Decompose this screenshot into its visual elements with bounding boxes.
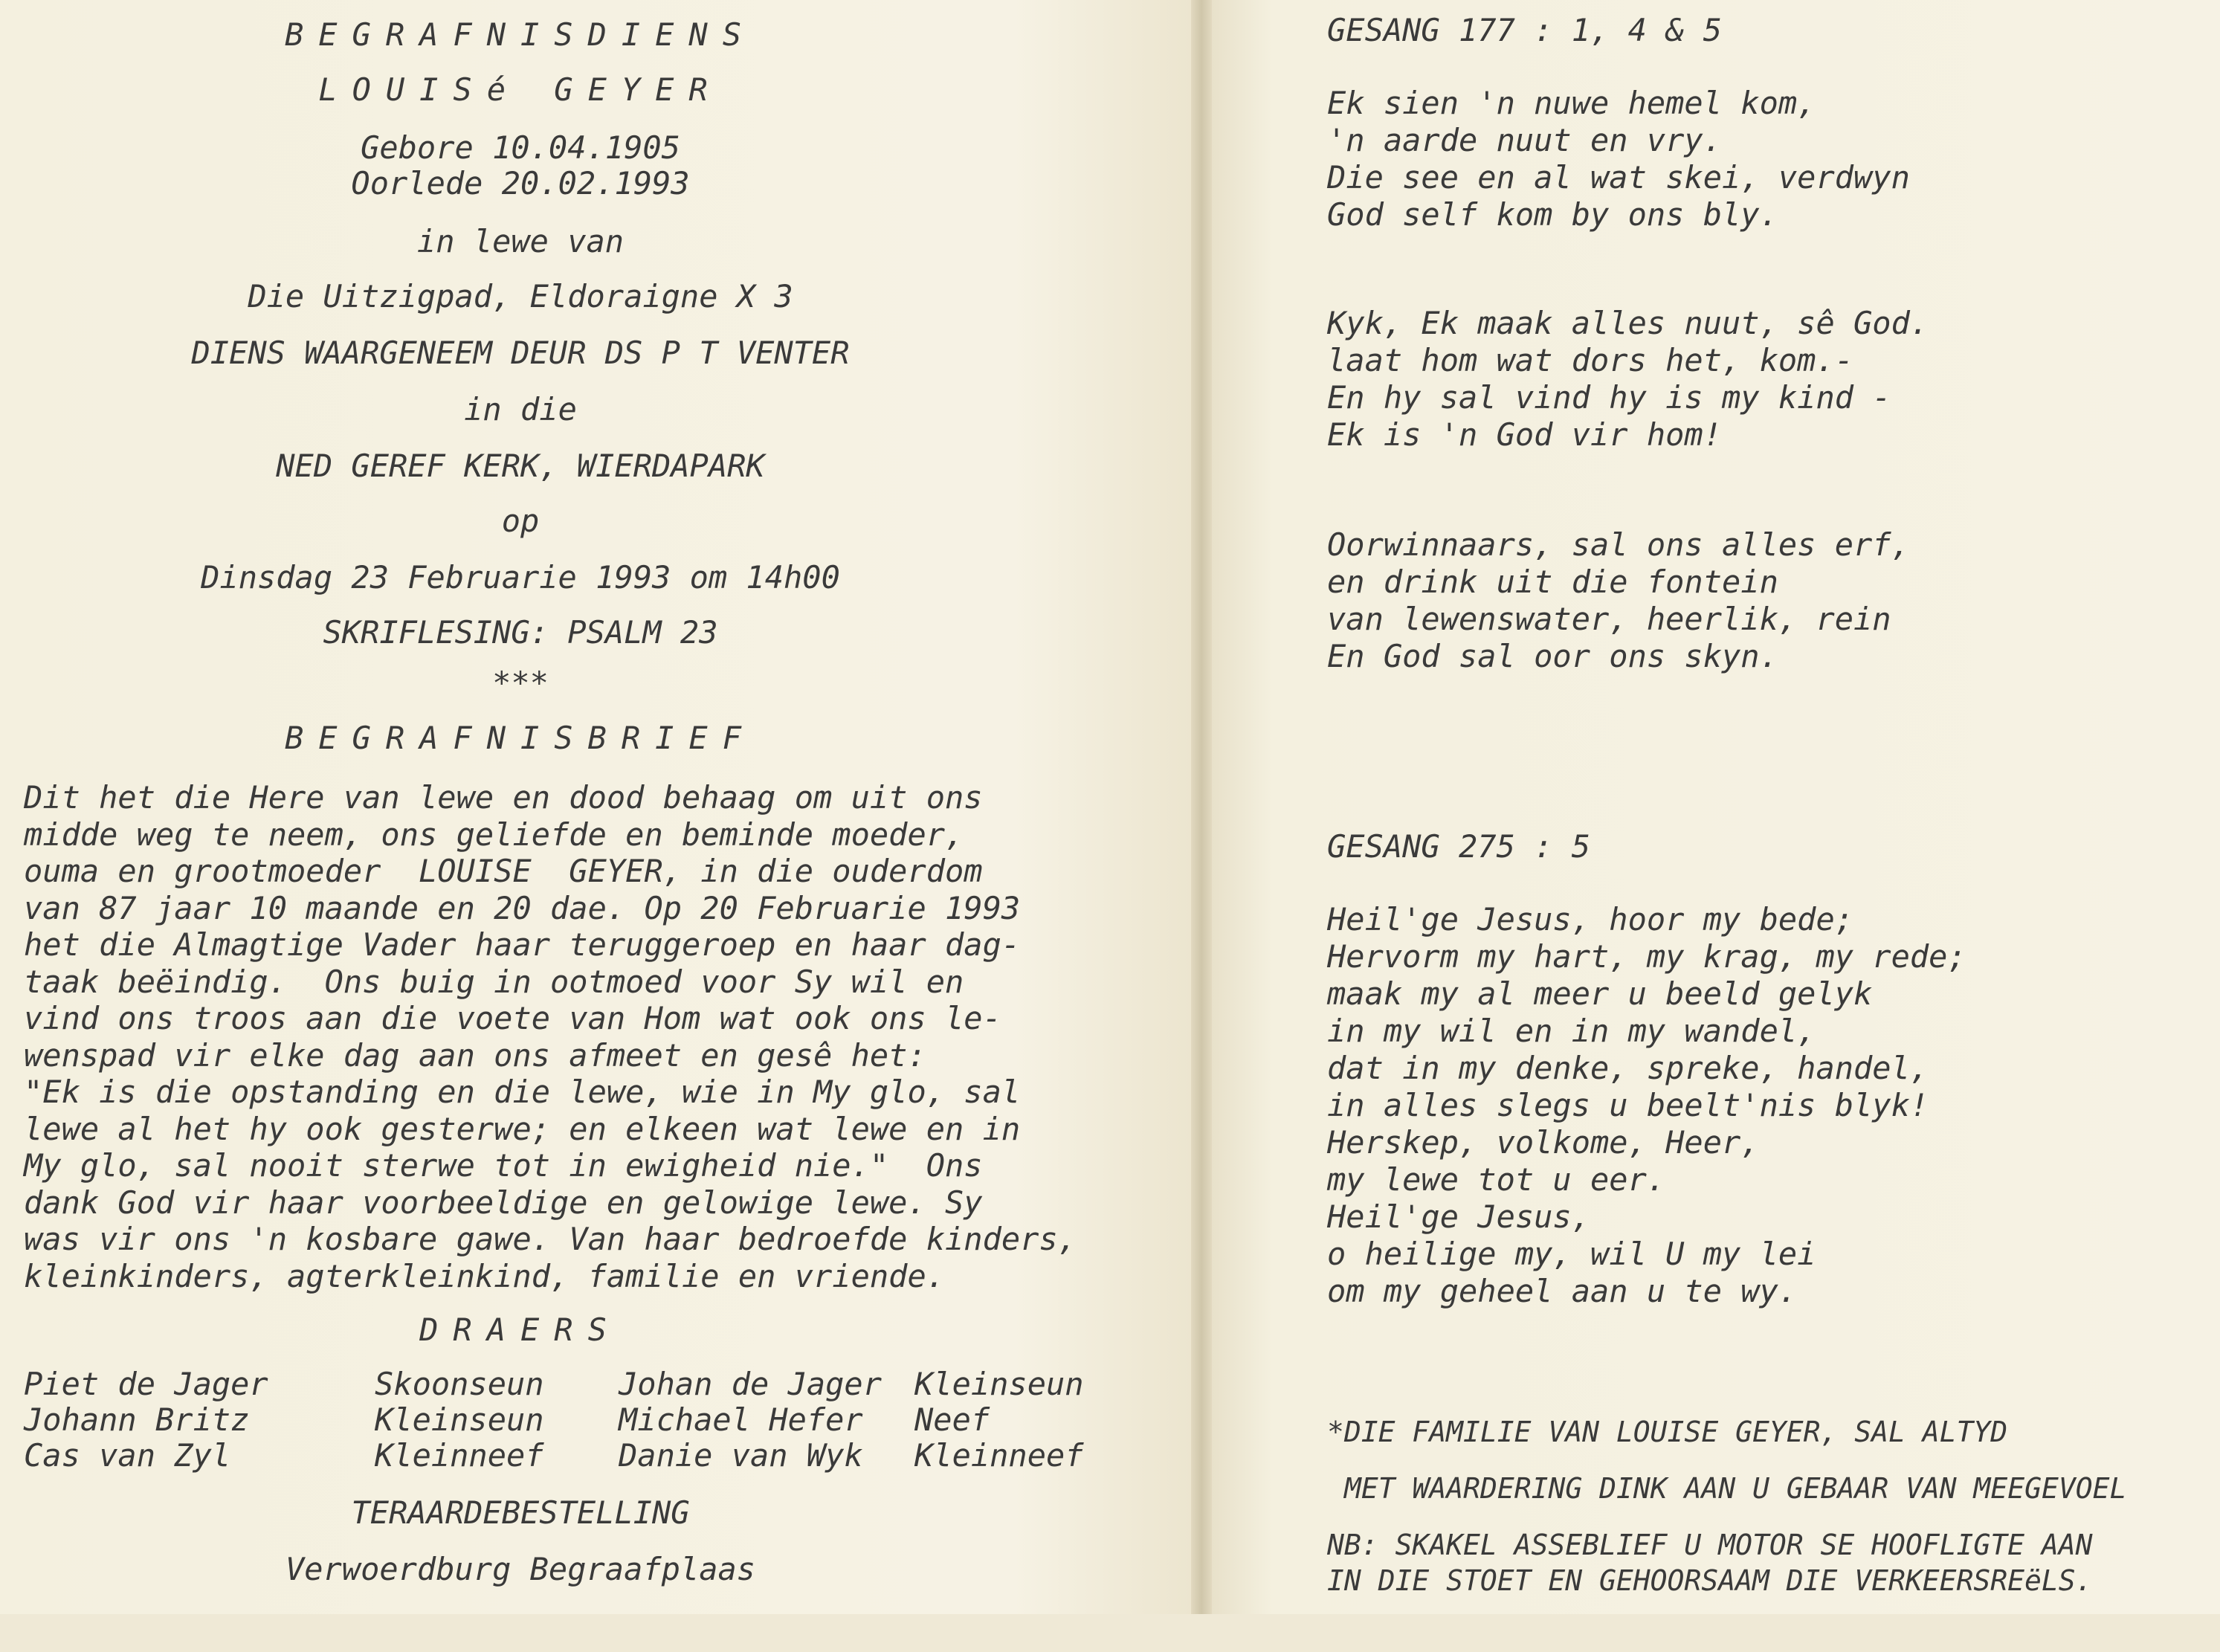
service-date-time: Dinsdag 23 Februarie 1993 om 14h00	[201, 559, 840, 596]
hymn-1-stanza-3	[1327, 526, 1910, 675]
bearer-name: Danie van Wyk	[619, 1437, 863, 1474]
hymn-line: Heil'ge Jesus,	[1327, 1198, 1591, 1235]
hymn-line: En hy sal vind hy is my kind -	[1327, 379, 1891, 416]
letter-line: het die Almagtige Vader haar teruggeroep en haar dag-	[24, 926, 1021, 963]
on-label: op	[501, 503, 540, 539]
cemetery-name: Verwoerdburg Begraafplaas	[285, 1551, 756, 1587]
bearer-row	[24, 1401, 990, 1438]
bearer-relation: Neef	[914, 1401, 990, 1438]
hymn-2-title	[1327, 828, 1590, 865]
nb-note-line-1: NB: SKAKEL ASSEBLIEF U MOTOR SE HOOFLIGTE AAN	[1327, 1529, 2093, 1561]
hymn-1-title	[1327, 12, 1722, 49]
bearer-relation: Kleinseun	[375, 1401, 544, 1438]
hymn-1-stanza-1	[1327, 85, 1910, 233]
page-fold	[1191, 0, 1212, 1614]
letter-line: midde weg te neem, ons geliefde en beminde moeder,	[24, 816, 964, 853]
death-date: Oorlede 20.02.1993	[351, 165, 690, 201]
letter-line: dank God vir haar voorbeeldige en gelowige lewe. Sy	[24, 1184, 983, 1221]
officiant: DIENS WAARGENEEM DEUR DS P T VENTER	[191, 335, 850, 371]
hymn-line: maak my al meer u beeld gelyk	[1327, 975, 1873, 1012]
hymn-title: GESANG 177 : 1, 4 & 5	[1327, 12, 1723, 48]
bearer-relation: Kleinneef	[914, 1437, 1084, 1474]
letter-line: was vir ons 'n kosbare gawe. Van haar bedroefde kinders,	[24, 1221, 1077, 1257]
bearer-name: Piet de Jager	[24, 1366, 268, 1402]
hymn-line: Hervorm my hart, my krag, my rede;	[1327, 938, 1966, 975]
hymn-line: in my wil en in my wandel,	[1327, 1013, 1816, 1049]
hymn-line: En God sal oor ons skyn.	[1327, 638, 1778, 674]
right-page	[1212, 0, 2220, 1614]
letter-line: taak beëindig. Ons buig in ootmoed voor Sy wil en	[24, 963, 964, 1000]
hymn-line: Oorwinnaars, sal ons alles erf,	[1327, 526, 1910, 563]
letter-line: lewe al het hy ook gesterwe; en elkeen wat lewe en in	[24, 1110, 1021, 1147]
birth-date: Gebore 10.04.1905	[361, 129, 680, 166]
hymn-line: o heilige my, wil U my lei	[1327, 1236, 1816, 1272]
hymn-2-verse	[1327, 901, 1966, 1310]
hymn-line: Kyk, Ek maak alles nuut, sê God.	[1327, 305, 1929, 341]
bearer-name: Johann Britz	[24, 1401, 250, 1438]
bearer-row	[24, 1366, 1084, 1402]
address: Die Uitzigpad, Eldoraigne X 3	[248, 278, 793, 314]
bearer-row	[24, 1437, 1084, 1474]
hymn-line: Ek is 'n God vir hom!	[1327, 416, 1723, 453]
separator-stars: ***	[492, 665, 549, 701]
letter-line: vind ons troos aan die voete van Hom wat ook ons le-	[24, 1000, 1001, 1036]
hymn-line: Herskep, volkome, Heer,	[1327, 1124, 1760, 1161]
hymn-line: om my geheel aan u te wy.	[1327, 1273, 1798, 1309]
bearers-list	[24, 1366, 1084, 1474]
hymn-line: Ek sien 'n nuwe hemel kom,	[1327, 85, 1816, 121]
bearer-name: Cas van Zyl	[24, 1437, 231, 1474]
hymn-line: laat hom wat dors het, kom.-	[1327, 342, 1854, 378]
letter-line: Dit het die Here van lewe en dood behaag om uit ons	[24, 779, 983, 816]
nb-note-line-2: IN DIE STOET EN GEHOORSAAM DIE VERKEERSREëLS.	[1327, 1564, 2093, 1597]
deceased-name: LOUISé GEYER	[318, 71, 723, 108]
hymn-title: GESANG 275 : 5	[1327, 828, 1591, 865]
letter-heading: BEGRAFNISBRIEF	[284, 720, 756, 756]
hymn-line: Heil'ge Jesus, hoor my bede;	[1327, 901, 1854, 938]
service-heading: BEGRAFNISDIENS	[284, 16, 756, 53]
bearer-name: Johan de Jager	[619, 1366, 882, 1402]
funeral-letter	[24, 779, 1154, 1294]
letter-line: ouma en grootmoeder LOUISE GEYER, in die ouderdom	[24, 853, 983, 889]
hymn-line: en drink uit die fontein	[1327, 564, 1778, 600]
bearer-relation: Kleinseun	[914, 1366, 1084, 1402]
church-name: NED GEREF KERK, WIERDAPARK	[276, 448, 765, 484]
letter-line: van 87 jaar 10 maande en 20 dae. Op 20 Februarie 1993	[24, 889, 1021, 926]
bearers-heading: DRAERS	[419, 1311, 622, 1348]
hymn-line: God self kom by ons bly.	[1327, 196, 1778, 233]
hymn-1-stanza-2	[1327, 305, 1929, 454]
hymn-line: van lewenswater, heerlik, rein	[1327, 601, 1891, 637]
bearer-name: Michael Hefer	[619, 1401, 863, 1438]
letter-line: "Ek is die opstanding en die lewe, wie in My glo, sal	[24, 1074, 1021, 1110]
letter-line: wenspad vir elke dag aan ons afmeet en gesê het:	[24, 1036, 926, 1074]
bearer-relation: Kleinneef	[375, 1437, 544, 1474]
family-note-line-2: MET WAARDERING DINK AAN U GEBAAR VAN MEEGEVOEL	[1344, 1472, 2127, 1505]
in-the-label: in die	[464, 391, 577, 427]
hymn-line: in alles slegs u beelt'nis blyk!	[1327, 1087, 1929, 1123]
family-note-line-1: *DIE FAMILIE VAN LOUISE GEYER, SAL ALTYD	[1327, 1416, 2008, 1448]
hymn-line: dat in my denke, spreke, handel,	[1327, 1050, 1929, 1086]
burial-heading: TERAARDEBESTELLING	[351, 1494, 690, 1531]
hymn-line: my lewe tot u eer.	[1327, 1161, 1666, 1198]
scripture-reading: SKRIFLESING: PSALM 23	[323, 614, 718, 651]
bearer-relation: Skoonseun	[375, 1366, 544, 1402]
hymn-line: Die see en al wat skei, verdwyn	[1327, 159, 1910, 196]
in-life-of-label: in lewe van	[416, 223, 625, 259]
hymn-line: 'n aarde nuut en vry.	[1327, 122, 1723, 158]
letter-line: kleinkinders, agterkleinkind, familie en vriende.	[24, 1257, 946, 1294]
letter-line: My glo, sal nooit sterwe tot in ewigheid nie." Ons	[24, 1147, 983, 1184]
